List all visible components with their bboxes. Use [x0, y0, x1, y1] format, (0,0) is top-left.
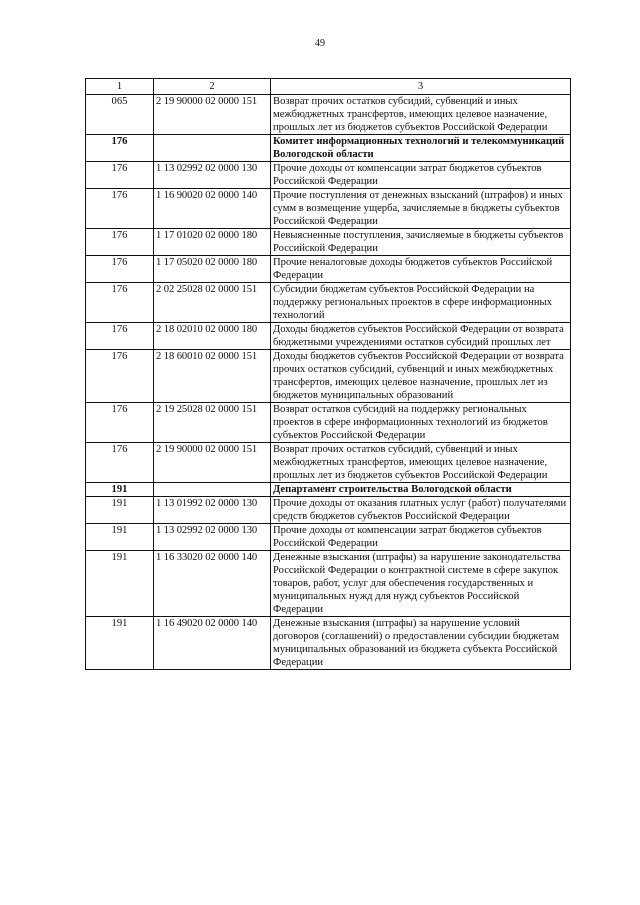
revenue-code-cell: 1 13 02992 02 0000 130	[154, 524, 271, 551]
revenue-code-cell: 2 19 90000 02 0000 151	[154, 443, 271, 483]
admin-code-cell: 191	[86, 551, 154, 617]
admin-code-cell: 176	[86, 229, 154, 256]
description-cell: Денежные взыскания (штрафы) за нарушение условий договоров (соглашений) о предоставлении субсидии бюджетам муниципальных образований из бюджета субъекта Российской Федерации	[271, 617, 571, 670]
table-row	[86, 443, 571, 483]
admin-code-cell: 176	[86, 323, 154, 350]
revenue-code-cell: 1 16 90020 02 0000 140	[154, 189, 271, 229]
revenue-code-cell: 2 18 60010 02 0000 151	[154, 350, 271, 403]
admin-code-cell: 176	[86, 256, 154, 283]
table-row	[86, 497, 571, 524]
table-row	[86, 551, 571, 617]
revenue-code-cell: 1 13 01992 02 0000 130	[154, 497, 271, 524]
admin-code-cell: 191	[86, 497, 154, 524]
section-header-row	[86, 483, 571, 497]
admin-code-cell: 176	[86, 443, 154, 483]
revenue-code-cell: 2 19 90000 02 0000 151	[154, 95, 271, 135]
table-row	[86, 256, 571, 283]
description-cell: Невыясненные поступления, зачисляемые в бюджеты субъектов Российской Федерации	[271, 229, 571, 256]
page-number: 49	[315, 38, 325, 49]
description-cell: Прочие доходы от компенсации затрат бюджетов субъектов Российской Федерации	[271, 162, 571, 189]
description-cell: Прочие доходы от оказания платных услуг (работ) получателями средств бюджетов субъектов Российской Федерации	[271, 497, 571, 524]
table-row	[86, 617, 571, 670]
description-cell: Субсидии бюджетам субъектов Российской Федерации на поддержку региональных проектов в сфере информационных технологий	[271, 283, 571, 323]
revenue-code-cell: 2 19 25028 02 0000 151	[154, 403, 271, 443]
admin-code-cell: 176	[86, 162, 154, 189]
description-cell: Возврат остатков субсидий на поддержку региональных проектов в сфере информационных технологий из бюджетов субъектов Российской Федерации	[271, 403, 571, 443]
revenue-code-cell: 1 17 05020 02 0000 180	[154, 256, 271, 283]
table-header-row	[86, 79, 571, 95]
table-row	[86, 229, 571, 256]
revenue-code-cell: 2 18 02010 02 0000 180	[154, 323, 271, 350]
revenue-code-cell: 1 16 49020 02 0000 140	[154, 617, 271, 670]
revenue-code-cell: 1 16 33020 02 0000 140	[154, 551, 271, 617]
description-cell: Возврат прочих остатков субсидий, субвенций и иных межбюджетных трансфертов, имеющих целевое назначение, прошлых лет из бюджетов субъектов Российской Федерации	[271, 95, 571, 135]
table-row	[86, 162, 571, 189]
table-row	[86, 323, 571, 350]
table-row	[86, 350, 571, 403]
admin-code-cell: 176	[86, 350, 154, 403]
revenue-code-cell	[154, 483, 271, 497]
description-cell: Прочие неналоговые доходы бюджетов субъектов Российской Федерации	[271, 256, 571, 283]
description-cell: Департамент строительства Вологодской области	[271, 483, 571, 497]
column-header-description: 3	[271, 79, 571, 95]
admin-code-cell: 065	[86, 95, 154, 135]
description-cell: Доходы бюджетов субъектов Российской Федерации от возврата бюджетными учреждениями остатков субсидий прошлых лет	[271, 323, 571, 350]
description-cell: Комитет информационных технологий и телекоммуникаций Вологодской области	[271, 135, 571, 162]
table-row	[86, 524, 571, 551]
column-header-admin: 1	[86, 79, 154, 95]
admin-code-cell: 191	[86, 483, 154, 497]
table-row	[86, 403, 571, 443]
table-row	[86, 189, 571, 229]
admin-code-cell: 176	[86, 403, 154, 443]
admin-code-cell: 176	[86, 189, 154, 229]
column-header-code: 2	[154, 79, 271, 95]
description-cell: Денежные взыскания (штрафы) за нарушение законодательства Российской Федерации о контрактной системе в сфере закупок товаров, работ, услуг для обеспечения государственных и муниципальных нужд для нужд субъектов Российской Федерации	[271, 551, 571, 617]
revenue-code-cell: 2 02 25028 02 0000 151	[154, 283, 271, 323]
admin-code-cell: 191	[86, 617, 154, 670]
description-cell: Возврат прочих остатков субсидий, субвенций и иных межбюджетных трансфертов, имеющих целевое назначение, прошлых лет из бюджетов субъектов Российской Федерации	[271, 443, 571, 483]
section-header-row	[86, 135, 571, 162]
description-cell: Прочие доходы от компенсации затрат бюджетов субъектов Российской Федерации	[271, 524, 571, 551]
table-row	[86, 283, 571, 323]
revenue-codes-table	[85, 78, 571, 670]
description-cell: Прочие поступления от денежных взысканий (штрафов) и иных сумм в возмещение ущерба, зачисляемые в бюджеты субъектов Российской Федерации	[271, 189, 571, 229]
description-cell: Доходы бюджетов субъектов Российской Федерации от возврата прочих остатков субсидий, субвенций и иных межбюджетных трансфертов, имеющих целевое назначение, прошлых лет из бюджетов муниципальных образований	[271, 350, 571, 403]
revenue-code-cell: 1 17 01020 02 0000 180	[154, 229, 271, 256]
admin-code-cell: 191	[86, 524, 154, 551]
admin-code-cell: 176	[86, 135, 154, 162]
revenue-code-cell: 1 13 02992 02 0000 130	[154, 162, 271, 189]
admin-code-cell: 176	[86, 283, 154, 323]
table-row	[86, 95, 571, 135]
revenue-code-cell	[154, 135, 271, 162]
